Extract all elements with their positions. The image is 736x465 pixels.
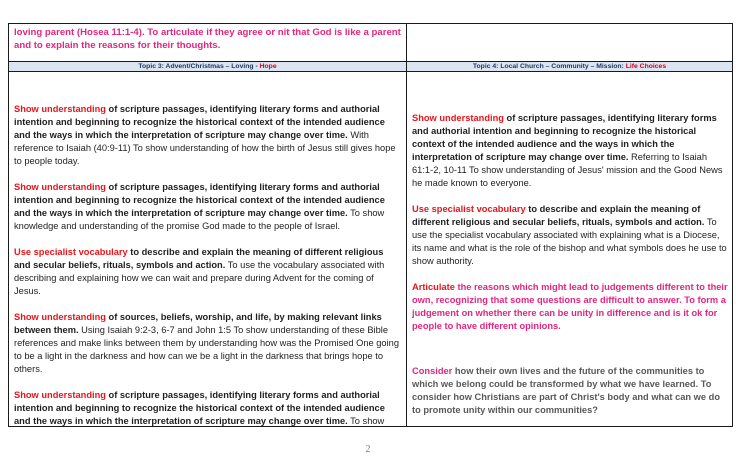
paragraph-lead: Show understanding [14,312,106,322]
topic4-header-highlight: Life Choices [625,63,667,70]
topic3-paragraph [14,103,402,168]
paragraph-lead: Use specialist vocabulary [412,204,526,214]
paragraph-lead: Show understanding [14,104,106,114]
topic4-header [407,62,733,72]
topic3-paragraph [14,181,402,233]
paragraph-text: how their own lives and the future of the communities to which we belong could be transformed by what we have learned. To consider how Christians are part of Christ's body and what can we do to promote unity within our communities? [412,366,721,415]
paragraph-lead: Use specialist vocabulary [14,247,128,257]
paragraph-bold: to describe and explain the meaning of different religious and secular beliefs, rituals, symbols and action. [14,247,384,270]
paragraph-lead: Consider [412,366,453,376]
topic4-header-label: Topic 4: Local Church – Community – Mission: [472,63,626,70]
topic4-paragraph [412,281,728,333]
paragraph-text: To use the vocabulary associated with describing and explaining how we can wait and prepare during Advent for the coming of Jesus. [14,260,385,296]
topic3-header [9,62,407,72]
topic3-paragraph [14,246,402,298]
paragraph-bold: of scripture passages, identifying literary forms and authorial intention and beginning to recognize the historical context of the intended audience and the ways in which the interpretation of scripture may change over time. [14,104,385,140]
paragraph-lead: Show understanding [14,390,106,400]
paragraph-text: With reference to Isaiah (40:9-11) To show understanding of how the birth of Jesus still gives hope to people today. [14,130,396,166]
paragraph-bold: to describe and explain the meaning of different religious and secular beliefs, rituals, symbols and action. [412,204,705,227]
top-right-cell [407,24,733,62]
topic3-paragraph [14,389,402,426]
topic4-content-cell [407,72,733,427]
topic4-paragraph [412,203,728,268]
paragraph-text: the reasons which might lead to judgements different to their own, recognizing that some questions are difficult to answer. To form a judgement on whether there can be unity in difference and is it ok for people to have different opinions. [412,282,728,331]
paragraph-bold: of scripture passages, identifying literary forms and authorial intention and beginning to recognize the historical context of the intended audience and the ways in which the interpretation of scripture may change over time. [14,182,385,218]
topic3-content-cell [9,72,407,427]
top-left-cell [9,24,407,62]
paragraph-text: Using Isaiah 9:2-3, 6-7 and John 1:5 To show understanding of these Bible references and make links between them by understanding how was the Promised One going to be a light in the darkness and how can we be a light in the darkness that brings hope to others. [14,325,400,374]
topic4-paragraph [412,112,728,190]
paragraph-bold: of scripture passages, identifying literary forms and authorial intention and beginning to recognize the historical context of the intended audience and the ways in which the interpretation of scripture may change over time. [14,390,385,426]
paragraph-text: To use the specialist vocabulary associated with explaining what is a Diocese, its name and what is the role of the bishop and what symbols does he use to show authority. [412,217,727,266]
paragraph-text: Referring to Isaiah 61:1-2, 10-11 To show understanding of Jesus' mission and the Good News he made known to everyone. [412,152,723,188]
paragraph-lead: Articulate [412,282,455,292]
table-row [9,72,733,427]
topic4-paragraph [412,365,728,417]
page-number: 2 [365,444,371,455]
table-header-row [9,62,733,72]
topic3-header-label: Topic 3: Advent/Christmas – Loving - [138,63,260,70]
paragraph-text: To show knowledge and understanding of the promise God made to the people of Israel. [14,208,385,231]
topic3-header-highlight: Hope [259,63,277,70]
paragraph-text: To show [347,416,385,426]
paragraph-bold: of scripture passages, identifying literary forms and authorial intention and beginning to recognize the historical context of the intended audience and the ways in which the interpretation of scripture may change over time. [412,113,717,162]
top-left-text: loving parent (Hosea 11:1-4). To articulate if they agree or nit that God is like a parent and to explain the reasons for their thoughts. [14,27,401,51]
paragraph-lead: Show understanding [412,113,504,123]
paragraph-lead: Show understanding [14,182,106,192]
curriculum-table [8,23,733,427]
topic3-paragraph [14,311,402,376]
table-row [9,24,733,62]
paragraph-bold: of sources, beliefs, worship, and life, by making relevant links between them. [14,312,382,335]
